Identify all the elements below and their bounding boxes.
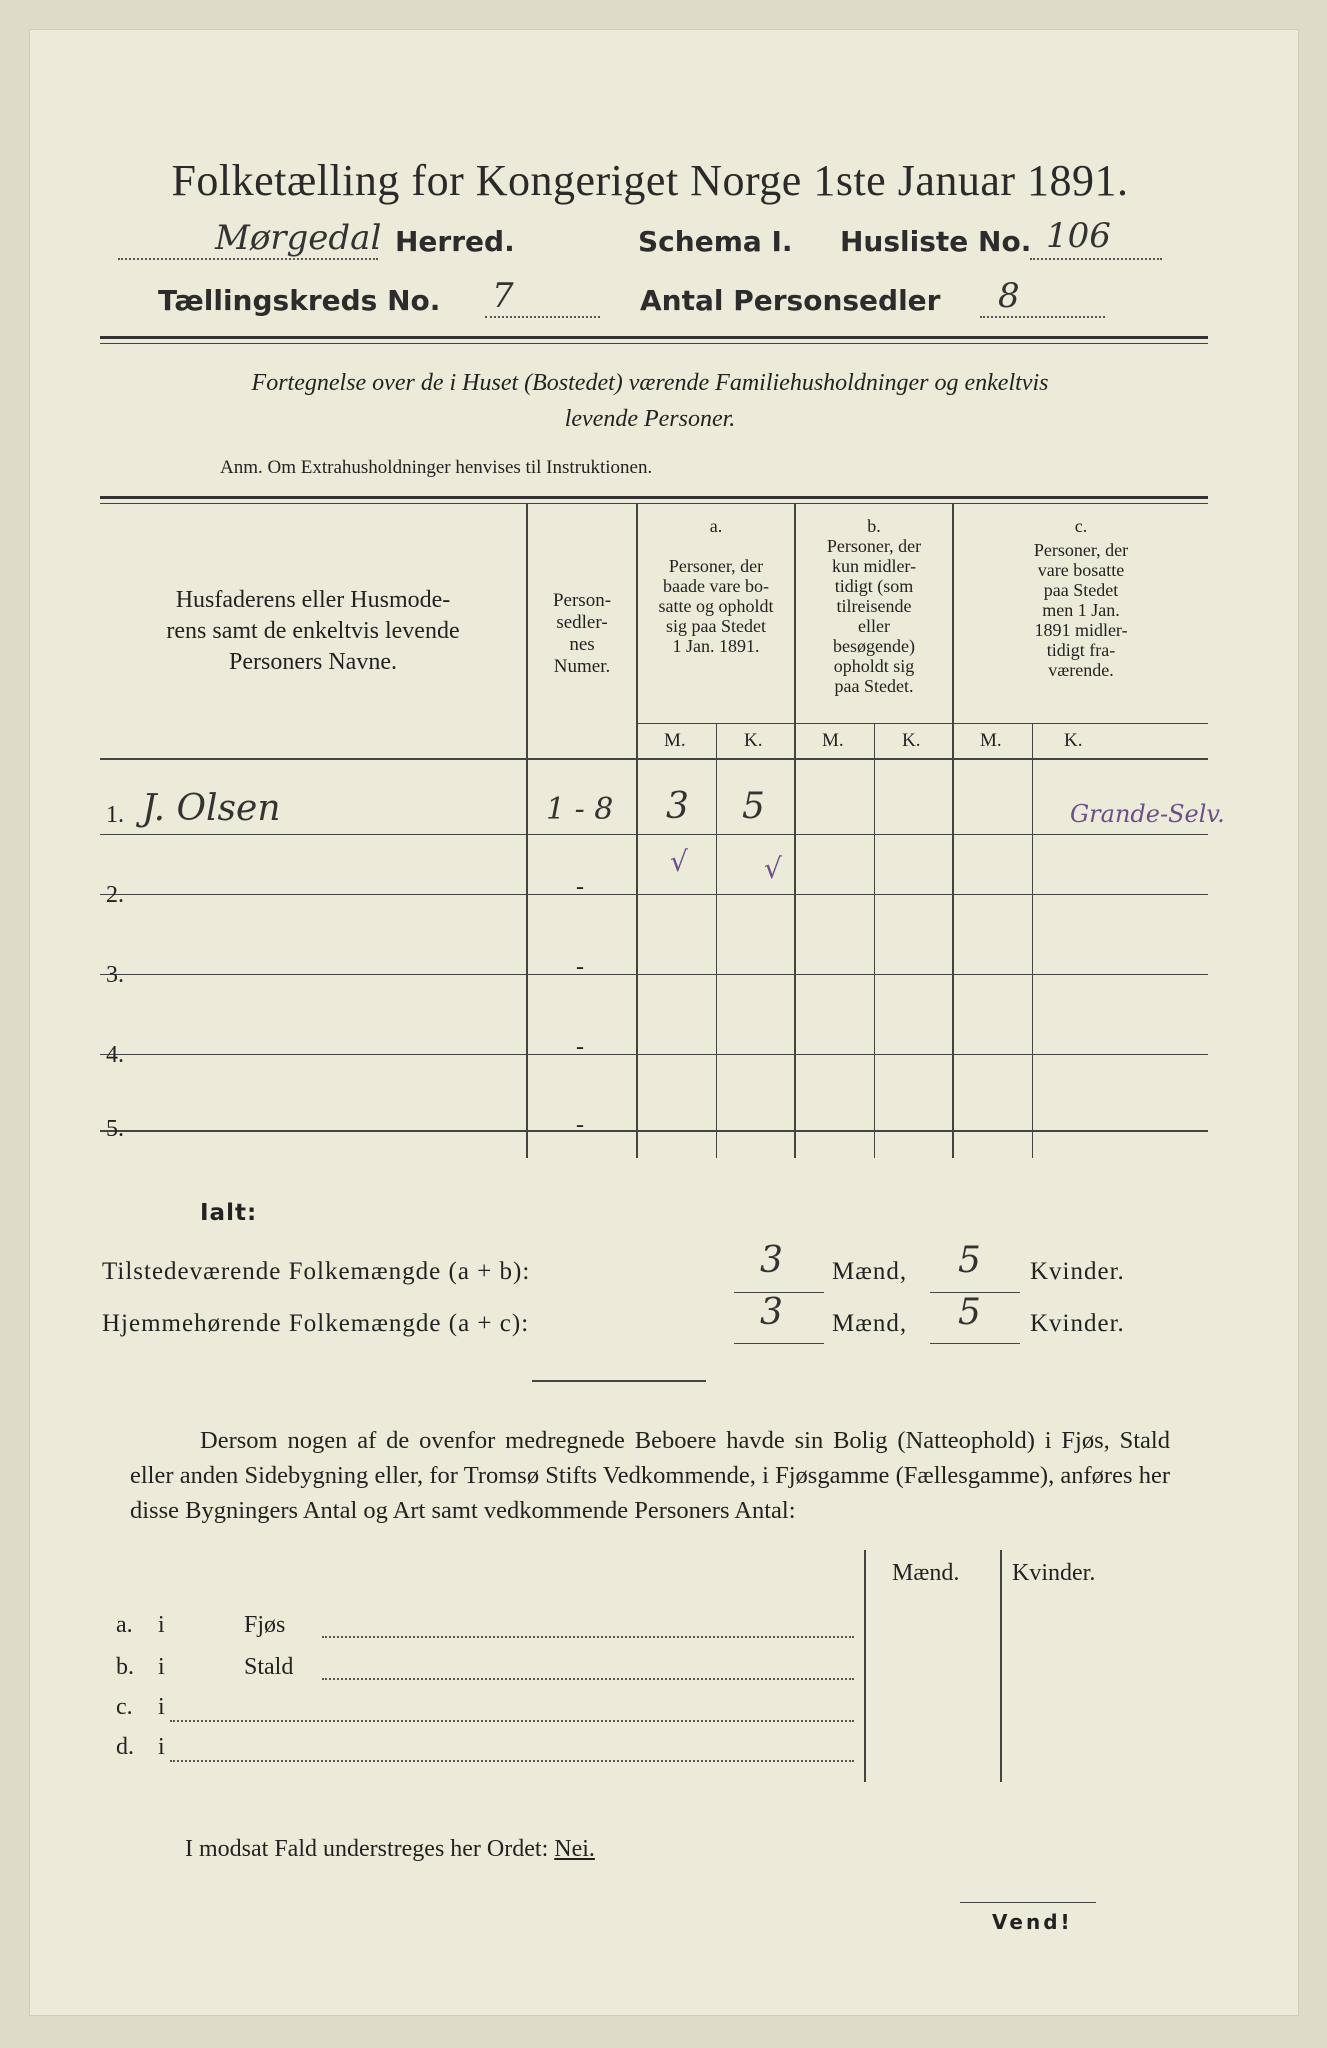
row-2-check-k: √ [764,852,782,885]
col-c-letter: c. [1074,516,1088,536]
herred-dotline [118,258,378,260]
bygn-a-i: i [158,1612,165,1638]
sum2-m: 3 [760,1292,783,1333]
row-5-sedler: - [576,1112,584,1138]
col-b-l8: paa Stedet. [834,676,914,696]
sum2-k-line [930,1343,1020,1344]
bygn-c-i: i [158,1694,165,1720]
col-b-l5: eller [858,616,890,636]
bygn-c-dots [170,1720,854,1722]
table-bottom-line [100,1130,1208,1132]
sum1-maend: Mænd, [832,1258,908,1285]
col-name-l3: Personers Navne. [229,649,397,675]
col-num-l4: Numer. [553,656,611,677]
modsat-word: Nei. [554,1836,595,1862]
kreds-dotline [485,316,600,318]
row-1-a-m: 3 [666,786,689,827]
bygn-vline-1 [864,1550,866,1782]
bygn-a-label: Fjøs [244,1612,286,1638]
row-4-sedler: - [576,1034,584,1060]
vend-rule [960,1902,1096,1903]
bygn-d-i: i [158,1734,165,1760]
col-num-l3: nes [569,634,595,655]
col-b-l2: kun midler- [831,556,917,576]
bygn-kvinder-header: Kvinder. [1012,1560,1096,1586]
row-3-num: 3. [106,962,124,988]
col-b-letter: b. [867,516,881,536]
c-k-label: K. [1064,730,1083,751]
col-num-l2: sedler- [556,612,608,633]
col-name-l2: rens samt de enkeltvis levende [166,618,460,644]
row-2-line [100,894,1208,895]
col-num-l1: Person- [552,590,612,611]
row-3-line [100,974,1208,975]
sum2-m-line [734,1343,824,1344]
col-c-l5: 1891 midler- [1034,620,1128,640]
col-c-l1: Personer, der [1033,540,1129,560]
husliste-label: Husliste No. [840,225,1032,258]
sum2-kvinder: Kvinder. [1030,1310,1125,1337]
personsedler-label: Antal Personsedler [640,284,941,317]
bygn-d-dots [170,1760,854,1762]
col-b-l1: Personer, der [826,536,922,556]
bygn-a-letter: a. [116,1612,133,1638]
col-c-l4: men 1 Jan. [1042,600,1120,620]
row-2-num: 2. [106,882,124,908]
vline-a-mid [716,724,717,1158]
bygn-c-letter: c. [116,1694,133,1720]
husliste-value: 106 [1046,216,1111,256]
instruction-paragraph: Dersom nogen af de ovenfor medregnede Beboere havde sin Bolig (Natteophold) i Fjøs, Stald eller anden Sidebygning eller, for Tromsø Stifts Vedkommende, i Fjøsgamme (Fællesgamme), anføres her disse Bygningers Antal og Art samt vedkommende Personers Antal: [130,1427,1170,1524]
col-c-l2: vare bosatte [1037,560,1125,580]
anm-note: Anm. Om Extrahusholdninger henvises til Instruktionen. [220,457,653,478]
vline-b-mid [874,724,875,1158]
vend-label: Vend! [992,1910,1073,1934]
modsat-prefix: I modsat Fald understreges her Ordet: [185,1836,549,1862]
col-num-header [528,590,636,678]
ialt-label: Ialt: [200,1200,258,1226]
col-a-l5: 1 Jan. 1891. [672,636,760,656]
sum1-kvinder: Kvinder. [1030,1258,1125,1285]
bygn-vline-2 [1000,1550,1002,1782]
col-b-l7: opholdt sig [833,656,915,676]
sum1-k: 5 [958,1240,981,1281]
census-form-page [30,30,1298,2015]
bygn-row-b [116,1654,856,1681]
form-description [130,365,1170,437]
sum1-label: Tilstedeværende Folkemængde (a + b): [102,1258,531,1285]
bygn-maend-header: Mænd. [892,1560,960,1586]
col-b-l4: tilreisende [836,596,912,616]
a-k-label: K. [744,730,763,751]
col-name-l1: Husfaderens eller Husmode- [175,587,451,613]
col-a-letter: a. [709,516,723,536]
row-4-num: 4. [106,1042,124,1068]
kreds-value: 7 [492,276,514,316]
col-b-l3: tidigt (som [834,576,914,596]
row-2-sedler: - [576,874,584,900]
row-1-name: J. Olsen [142,788,281,829]
b-m-label: M. [822,730,844,751]
schema-label: Schema I. [638,225,793,258]
col-a-l3: satte og opholdt [658,596,774,616]
personsedler-dotline [980,316,1105,318]
col-a-l4: sig paa Stedet [666,616,766,636]
header-rule-bottom [100,343,1208,344]
herred-value: Mørgedal [215,218,382,258]
description-line-1: Fortegnelse over de i Huset (Bostedet) værende Familiehusholdninger og enkeltvis [251,370,1049,396]
mk-divider [636,723,1208,724]
bygn-b-letter: b. [116,1654,134,1680]
form-title: Folketælling for Kongeriget Norge 1ste Januar 1891. [171,156,1129,205]
col-c-header [954,516,1208,680]
sum2-k: 5 [958,1292,981,1333]
col-c-l7: værende. [1048,660,1114,680]
bygn-b-i: i [158,1654,165,1680]
sum2-maend: Mænd, [832,1310,908,1337]
c-m-label: M. [980,730,1002,751]
sum1-m: 3 [760,1240,783,1281]
bygn-d-letter: d. [116,1734,134,1760]
col-a-l1: Personer, der [668,556,764,576]
a-m-label: M. [664,730,686,751]
row-1-a-k: 5 [742,786,765,827]
bygn-row-a [116,1612,856,1639]
row-1-line [100,834,1208,835]
table-top-rule [100,496,1208,499]
col-b-l6: besøgende) [833,636,915,656]
col-name-header [108,585,518,678]
row-5-num: 5. [106,1116,124,1142]
table-top-rule-2 [100,503,1208,504]
row-1-num: 1. [106,802,124,828]
col-a-l2: baade vare bo- [663,576,769,596]
herred-label: Herred. [395,225,515,258]
bygn-b-label: Stald [244,1654,294,1680]
husliste-dotline [1030,258,1162,260]
row-4-line [100,1054,1208,1055]
kreds-label: Tællingskreds No. [158,284,441,317]
col-b-header [796,516,952,696]
row-1-note: Grande-Selv. [1070,800,1225,828]
description-line-2: levende Personer. [564,406,736,432]
bygn-row-c [116,1694,165,1721]
vline-c-mid [1032,724,1033,1158]
bygn-b-dots [322,1678,854,1680]
section-divider [532,1380,706,1382]
row-1-sedler: 1 - 8 [546,792,614,827]
personsedler-value: 8 [998,276,1020,316]
bygn-row-d [116,1734,165,1761]
row-3-sedler: - [576,954,584,980]
table-header-bottom [100,758,1208,760]
col-a-header [638,516,794,656]
modsat-line [185,1836,595,1863]
bygn-a-dots [322,1636,854,1638]
sum2-label: Hjemmehørende Folkemængde (a + c): [102,1310,530,1337]
header-rule-top [100,336,1208,339]
col-c-l6: tidigt fra- [1046,640,1116,660]
row-2-check-m: √ [670,845,688,878]
col-c-l3: paa Stedet [1043,580,1119,600]
b-k-label: K. [902,730,921,751]
